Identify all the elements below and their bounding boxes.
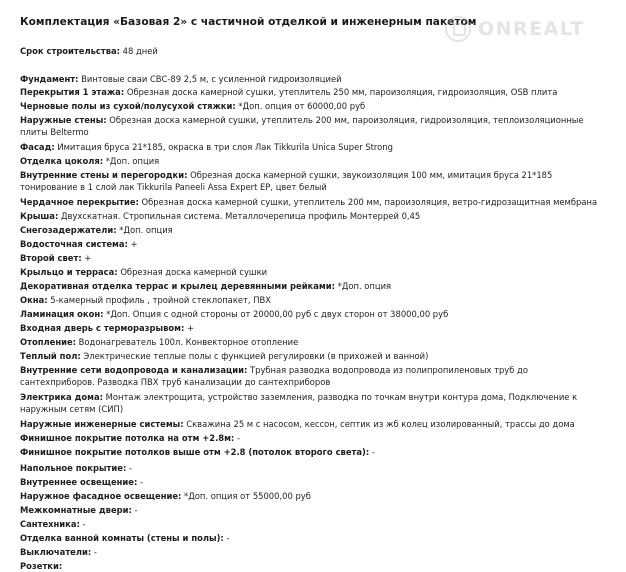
spec-item <box>20 252 610 264</box>
spec-item <box>20 364 590 388</box>
spec-value: - <box>137 477 144 487</box>
spec-key: Сантехника: <box>20 519 80 529</box>
spec-item <box>20 86 610 98</box>
spec-value: Обрезная доска камерной сушки <box>117 267 268 277</box>
spec-value: Обрезная доска камерной сушки, утеплитель 200 мм, пароизоляция, ветро-гидрозащитная мембрана <box>138 197 598 207</box>
spec-key: Напольное покрытие: <box>20 463 127 473</box>
spec-item <box>20 476 610 488</box>
spec-key: Межкомнатные двери: <box>20 505 132 515</box>
spec-key: Входная дверь с терморазрывом: <box>20 323 185 333</box>
spec-item <box>20 266 610 278</box>
spec-item <box>20 446 610 458</box>
spec-value: - <box>234 433 240 443</box>
spec-value: - <box>131 505 138 515</box>
spec-key: Наружные инженерные системы: <box>20 419 184 429</box>
spec-value: 5-камерный профиль , тройной стеклопакет, ПВХ <box>47 295 272 305</box>
spec-key: Черновые полы из сухой/полусухой стяжки: <box>20 101 236 111</box>
spec-key: Водосточная система: <box>20 239 128 249</box>
spec-item <box>20 280 610 292</box>
spec-value: *Доп. Опция с одной стороны от 20000,00 руб с двух сторон от 38000,00 руб <box>103 309 449 319</box>
logo-word: ONREALT <box>478 18 585 40</box>
spec-value: - <box>369 447 375 457</box>
page-title: Комплектация «Базовая 2» с частичной отделкой и инженерным пакетом <box>20 16 477 28</box>
spec-value: Скважина 25 м с насосом, кессон, септик из жб колец изолированный, трассы до дома <box>183 419 575 429</box>
spec-item <box>20 308 610 320</box>
spec-key: Окна: <box>20 295 48 305</box>
spec-value: Обрезная доска камерной сушки, звукоизоляция 100 мм, имитация бруса 21*185 тонирование в 1 слой лак Tikkurila Paneeli Assa Expert EP, цвет белый <box>20 170 553 192</box>
spec-item <box>20 114 590 138</box>
spec-item <box>20 73 610 85</box>
spec-key: Наружные стены: <box>20 115 107 125</box>
spec-item <box>20 169 590 193</box>
spec-key: Второй свет: <box>20 253 82 263</box>
spec-value: 48 дней <box>120 46 158 56</box>
spec-value: Обрезная доска камерной сушки, утеплитель 200 мм, пароизоляция, гидроизоляция, теплоизоляционные плиты Beltermo <box>20 115 584 137</box>
spec-item <box>20 432 610 444</box>
spec-value: Электрические теплые полы с функцией регулировки (в прихожей и ванной) <box>80 351 429 361</box>
spec-item <box>20 238 610 250</box>
spec-value: - <box>79 519 86 529</box>
spec-key: Крыльцо и терраса: <box>20 267 118 277</box>
spec-value: Трубная разводка водопровода из полипропиленовых труб до сантехприборов. Разводка ПВХ труб канализации до сантехприборов <box>20 365 528 387</box>
spec-key: Финишное покрытие потолков выше отм +2.8 (потолок второго света): <box>20 447 370 457</box>
spec-value: *Доп. опция <box>116 225 173 235</box>
spec-value: Двухскатная. Стропильная система. Металлочерепица профиль Монтеррей 0,45 <box>58 211 421 221</box>
spec-value: Монтаж электрощита, устройство заземления, разводка по точкам внутри контура дома, Подключение к наружным сетям (СИП) <box>20 392 578 414</box>
spec-value: *Доп. опция <box>334 281 392 291</box>
spec-item <box>20 518 610 530</box>
spec-item <box>20 391 590 415</box>
spec-value: - <box>91 547 97 557</box>
spec-key: Электрика дома: <box>20 392 103 402</box>
spec-key: Финишное покрытие потолка на отм +2.8м: <box>20 433 235 443</box>
spec-key: Наружное фасадное освещение: <box>20 491 182 501</box>
spec-key: Розетки: <box>20 561 63 571</box>
spec-item <box>20 100 610 112</box>
spec-item <box>20 560 610 572</box>
spec-value: *Доп. опция от 55000,00 руб <box>181 491 311 501</box>
spec-key: Внутренние сети водопровода и канализации: <box>20 365 248 375</box>
spec-key: Теплый пол: <box>20 351 81 361</box>
spec-value: Винтовые сваи СВС-89 2,5 м, с усиленной гидроизоляцией <box>78 74 342 84</box>
spec-key: Чердачное перекрытие: <box>20 197 139 207</box>
spec-item <box>20 462 610 474</box>
spec-value: - <box>126 463 132 473</box>
spec-item <box>20 418 610 430</box>
spec-value: *Доп. опция от 60000,00 руб <box>235 101 366 111</box>
spec-value: Водонагреватель 100л. Конвекторное отопление <box>76 337 299 347</box>
spec-value: - <box>223 533 230 543</box>
logo-icon <box>445 16 471 42</box>
spec-key: Отопление: <box>20 337 77 347</box>
spec-key: Внутренние стены и перегородки: <box>20 170 188 180</box>
spec-item <box>20 224 610 236</box>
spec-item <box>20 294 610 306</box>
spec-key: Срок строительства: <box>20 46 121 56</box>
spec-key: Отделка ванной комнаты (стены и полы): <box>20 533 224 543</box>
spec-item <box>20 532 610 544</box>
spec-value: + <box>127 239 138 249</box>
spec-key: Крыша: <box>20 211 59 221</box>
spec-value: + <box>184 323 195 333</box>
build-term <box>20 45 610 57</box>
spec-item <box>20 490 610 502</box>
spec-item <box>20 336 610 348</box>
spec-item <box>20 196 610 208</box>
spec-key: Фундамент: <box>20 74 79 84</box>
spec-item <box>20 546 610 558</box>
spec-key: Снегозадержатели: <box>20 225 117 235</box>
spec-key: Перекрытия 1 этажа: <box>20 87 125 97</box>
spec-key: Выключатели: <box>20 547 92 557</box>
spec-key: Отделка цоколя: <box>20 156 104 166</box>
spec-value: Обрезная доска камерной сушки, утеплитель 250 мм, пароизоляция, гидроизоляция, OSB плита <box>124 87 558 97</box>
spec-key: Ламинация окон: <box>20 309 104 319</box>
spec-value: Имитация бруса 21*185, окраска в три слоя Лак Tikkurila Unica Super Strong <box>54 142 393 152</box>
spec-item <box>20 350 610 362</box>
spec-item <box>20 504 610 516</box>
spec-item <box>20 141 610 153</box>
spec-key: Декоративная отделка террас и крылец деревянными рейками: <box>20 281 335 291</box>
spec-item <box>20 210 610 222</box>
spec-item <box>20 322 610 334</box>
spec-key: Внутреннее освещение: <box>20 477 138 487</box>
spec-value: + <box>81 253 92 263</box>
spec-key: Фасад: <box>20 142 55 152</box>
spec-value: *Доп. опция <box>103 156 160 166</box>
spec-item <box>20 155 610 167</box>
